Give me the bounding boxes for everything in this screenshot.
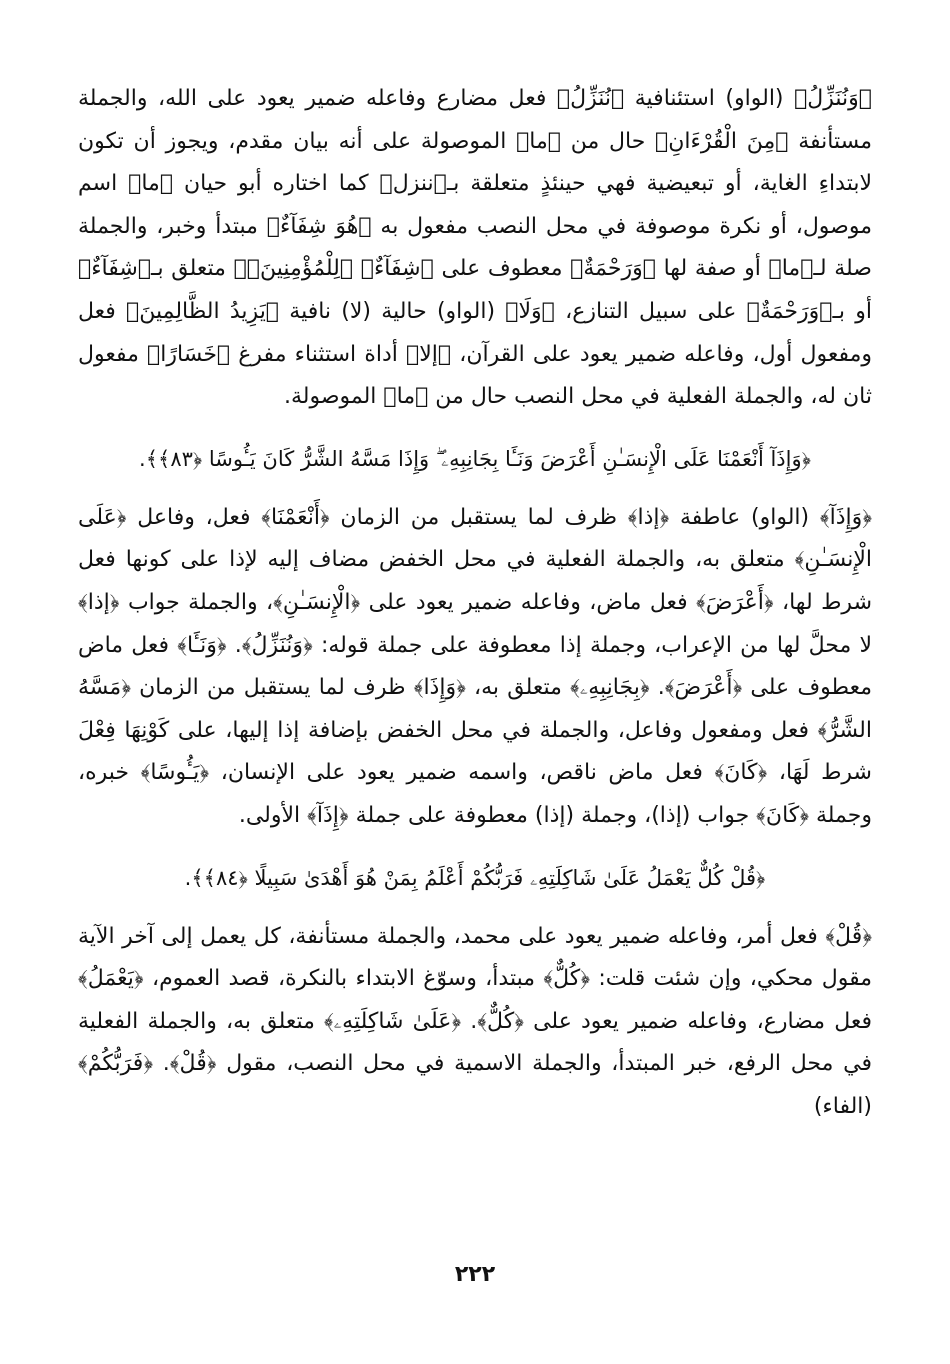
commentary-paragraph-2: ﴿وَإِذَآ﴾ (الواو) عاطفة ﴿إذا﴾ ظرف لما يستقبل من الزمان ﴿أَنْعَمْنَا﴾ فعل، وفاعل ﴿عَلَى الْإِنسَـٰنِ﴾ متعلق به، والجملة الفعلية في محل الخفض مضاف إليه لإذا على كونها فعل شرط لها، ﴿أَعْرَضَ﴾ فعل ماض، وفاعله ضمير يعود على ﴿الْإِنسَـٰنِ﴾، والجملة جواب ﴿إذا﴾ لا محلَّ لها من الإعراب، وجملة إذا معطوفة على جملة قوله: ﴿وَنُنَزِّلُ﴾. ﴿وَنَـَٔا﴾ فعل ماض معطوف على ﴿أَعْرَضَ﴾. ﴿بِجَانِبِهِۦ﴾ متعلق به، ﴿وَإِذَا﴾ ظرف لما يستقبل من الزمان ﴿مَسَّهُ الشَّرُّ﴾ فعل ومفعول وفاعل، والجملة في محل الخفض بإضافة إذا إليها، على كَوْنِهَا فِعْلَ شرط لَهَا، ﴿كَانَ﴾ فعل ماض ناقص، واسمه ضمير يعود على الإنسان، ﴿يَـُٔوسًا﴾ خبره، وجملة ﴿كَانَ﴾ جواب (إذا)، وجملة (إذا) معطوفة على جملة ﴿إِذَآ﴾ الأولى.: [78, 504, 872, 828]
page-body: [78, 78, 872, 1128]
commentary-paragraph-1: ﴿وَنُنَزِّلُ﴾ (الواو) استئنافية ﴿نُنَزِّلُ﴾ فعل مضارع وفاعله ضمير يعود على الله، والجملة مستأنفة ﴿مِنَ الْقُرْءَانِ﴾ حال من ﴿ما﴾ الموصولة على أنه بيان مقدم، ويجوز أن تكون لابتداءِ الغاية، أو تبعيضية فهي حينئذٍ متعلقة بـ﴿ننزل﴾ كما اختاره أبو حيان ﴿ما﴾ اسم موصول، أو نكرة موصوفة في محل النصب مفعول به ﴿هُوَ شِفَآءٌ﴾ مبتدأ وخبر، والجملة صلة لـ﴿ما﴾ أو صفة لها ﴿وَرَحْمَةٌ﴾ معطوف على ﴿شِفَآءٌ﴾ ﴿لِلْمُؤْمِنِينَۙ﴾ متعلق بـ﴿شِفَآءٌ﴾ أو بـ﴿وَرَحْمَةٌ﴾ على سبيل التنازع، ﴿وَلَا﴾ (الواو) حالية (لا) نافية ﴿يَزِيدُ الظَّالِمِينَ﴾ فعل ومفعول أول، وفاعله ضمير يعود على القرآن، ﴿إلا﴾ أداة استثناء مفرغ ﴿خَسَارًا﴾ مفعول ثان له، والجملة الفعلية في محل النصب حال من ﴿ما﴾ الموصولة.: [78, 86, 872, 410]
quran-verse-84: ﴿قُلْ كُلٌّ يَعْمَلُ عَلَىٰ شَاكِلَتِهِۦ فَرَبُّكُمْ أَعْلَمُ بِمَنْ هُوَ أَهْدَىٰ سَبِيلًا ﴿٨٤﴾﴾.: [184, 865, 766, 890]
quran-verse-83: ﴿وَإِذَآ أَنْعَمْنَا عَلَى الْإِنسَـٰنِ أَعْرَضَ وَنَـَٔا بِجَانِبِهِۦ ۖ وَإِذَا مَسَّهُ الشَّرُّ كَانَ يَـُٔوسًا ﴿٨٣﴾﴾.: [139, 446, 811, 471]
commentary-paragraph-3: ﴿قُلْ﴾ فعل أمر، وفاعله ضمير يعود على محمد، والجملة مستأنفة، كل يعمل إلى آخر الآية مقول محكي، وإن شئت قلت: ﴿كُلٌّ﴾ مبتدأ، وسوّغ الابتداء بالنكرة، قصد العموم، ﴿يَعْمَلُ﴾ فعل مضارع، وفاعله ضمير يعود على ﴿كُلٌّ﴾. ﴿عَلَىٰ شَاكِلَتِهِۦ﴾ متعلق به، والجملة الفعلية في محل الرفع، خبر المبتدأ، والجملة الاسمية في محل النصب، مقول ﴿قُلْ﴾. ﴿فَرَبُّكُمْ﴾ (الفاء): [78, 923, 872, 1119]
page-number: ٢٢٢: [454, 1262, 496, 1287]
